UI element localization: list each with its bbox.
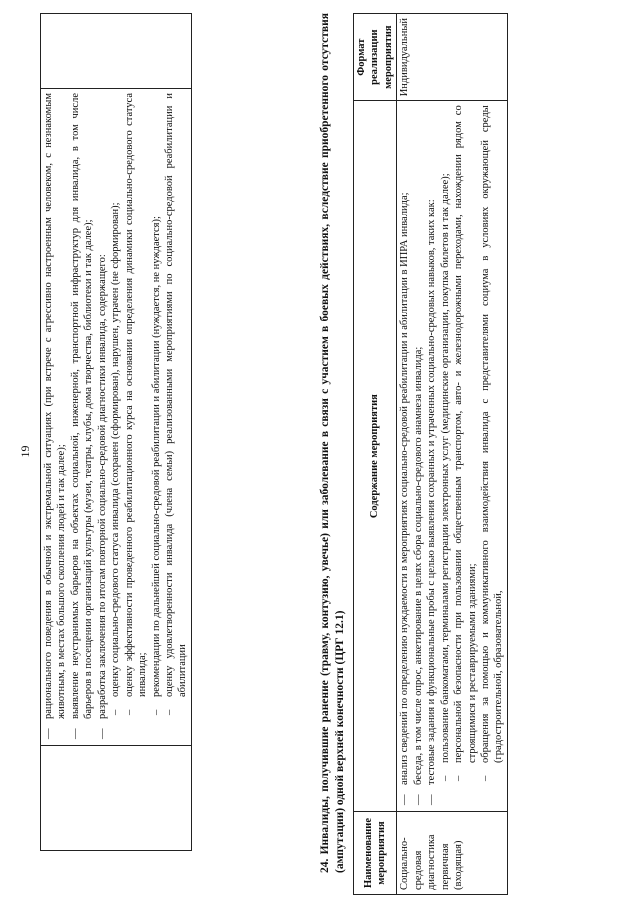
content-list [398, 105, 506, 807]
list-item-text: тестовые задания и функциональные пробы с целью выявления сохранных и утраченных социально-средовых навыков, таких как: [426, 199, 438, 785]
sub-list-item: – оценку социально-средового статуса инвалида (сохранен (сформирован), нарушен, утрачен (не сформирован); [109, 93, 122, 719]
header-format: Формат реализации мероприятия [354, 14, 397, 101]
sub-list-item: – оценку эффективности проведенного реабилитационного курса на основании определения динамики социально-средового статуса инвалида; [123, 93, 150, 719]
header-name: Наименование мероприятия [354, 812, 397, 895]
format-cell [41, 14, 192, 89]
table-row [397, 14, 508, 895]
list-item [42, 93, 69, 741]
measure-name: Социально-средовая диагностика первичная (входящая) [397, 812, 508, 895]
continued-table [40, 13, 192, 851]
measure-format: Индивидуальный [397, 14, 508, 101]
list-item [412, 105, 425, 807]
list-item [398, 105, 411, 807]
name-cell [41, 746, 192, 851]
sub-list [439, 105, 506, 785]
page-number: 19 [18, 445, 32, 458]
content-cell [41, 89, 192, 746]
list-item [96, 93, 190, 741]
list-item [69, 93, 96, 741]
header-content: Содержание мероприятия [354, 101, 397, 812]
list-item-text: беседа, в том числе опрос, анкетирование в целях сбора социально-средового анамнеза инвалида; [412, 346, 424, 785]
list-item [425, 105, 506, 807]
measure-content [397, 101, 508, 812]
section-heading: 24. Инвалиды, получившие ранение (травму, контузию, увечье) или заболевание в связи с участием в боевых действиях, вследствие приобретенного отсутствия (ампутации) одной верхней конечности (ЦРГ 12.1) [319, 13, 346, 873]
sub-list-item: – пользование банкоматами, терминалами регистрации электронных услуг (медицинские организации, покупка билетов и так далее); [439, 105, 452, 785]
sub-list-item: – обращения за помощью и коммуникативного взаимодействия инвалида с представителями социума в условиях окружающей среды (градостроительной, образовательной, [479, 105, 506, 785]
measures-table [353, 13, 508, 895]
sub-list-item: – рекомендации по дальнейшей социально-средовой реабилитации и абилитации (нуждается, не нуждается); [150, 93, 163, 719]
list-item-text: рационального поведения в обычной и экстремальной ситуациях (при встрече с агрессивно настроенным человеком, с незнакомым животным, в местах большого скопления людей и так далее); [43, 93, 68, 719]
list-item-text: разработка заключения по итогам повторной социально-средовой диагностики инвалида, содержащего: [96, 254, 108, 719]
list-item-text: выявление неустранимых барьеров на объектах социальной, инженерной, транспортной инфраструктур для инвалида, в том числе барьеров в посещении организаций культуры (музеи, театры, клубы, дома творчества, библиотеки и так далее); [69, 93, 95, 719]
list-item-text: анализ сведений по определению нуждаемости в мероприятиях социально-средовой реабилитации и абилитации в ИПРА инвалида; [399, 192, 411, 785]
content-list [42, 93, 190, 741]
sub-list-item: – персональной безопасности при пользовании общественным транспортом, авто- и железнодорожными переходами, нахождении рядом со строящимися и реставрируемыми зданиями; [452, 105, 479, 785]
sub-list-item: – оценку удовлетворенности инвалида (члена семьи) реализованными мероприятиями по социально-средовой реабилитации и абилитации [163, 93, 190, 719]
sub-list [109, 93, 190, 719]
table-header-row [354, 14, 397, 895]
table-row [41, 14, 192, 851]
